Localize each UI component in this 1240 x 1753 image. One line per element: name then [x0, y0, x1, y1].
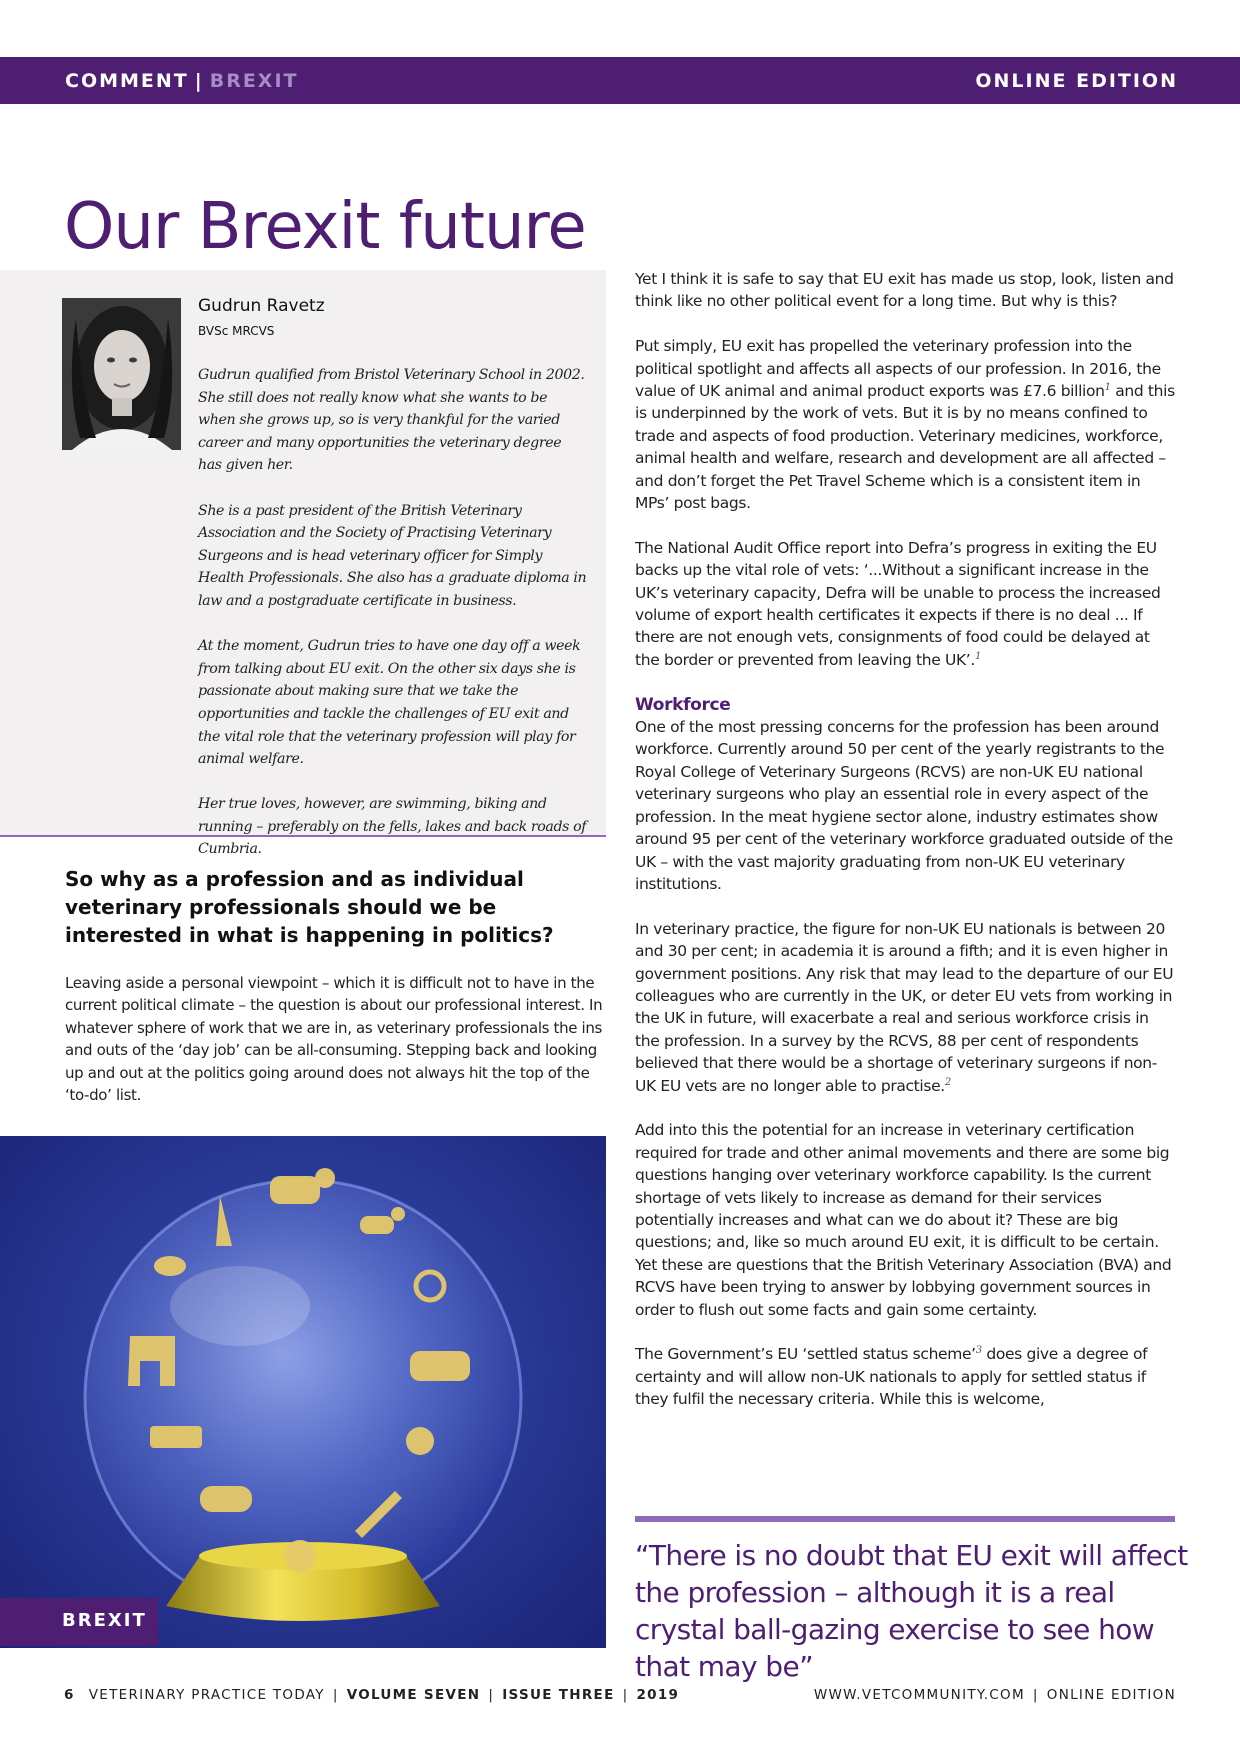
article-title: Our Brexit future [64, 190, 586, 264]
footer-edition: ONLINE EDITION [1046, 1687, 1176, 1703]
brexit-image-tag: BREXIT [0, 1598, 158, 1646]
year-label: 2019 [636, 1687, 680, 1703]
bio-paragraph: Her true loves, however, are swimming, biking and running – preferably on the fells, lakes and back roads of Cumbria. [198, 796, 587, 858]
author-photo [62, 298, 181, 450]
crystal-ball-graphic [0, 1136, 606, 1648]
workforce-heading: Workforce [635, 694, 731, 715]
author-portrait-illustration [62, 298, 181, 450]
article-body-right [635, 268, 1175, 1433]
body-paragraph [635, 335, 1175, 514]
publication-name: VETERINARY PRACTICE TODAY [88, 1687, 325, 1703]
volume-label: VOLUME SEVEN [346, 1687, 481, 1703]
pull-quote: “There is no doubt that EU exit will affect the profession – although it is a real crystal ball-gazing exercise to see how that may be” [635, 1539, 1188, 1683]
bio-paragraph: She is a past president of the British Veterinary Association and the Society of Practising Veterinary Surgeons and is head veterinary officer for Simply Health Professionals. She also has a graduate diploma in law and a postgraduate certificate in business. [198, 502, 587, 609]
section-separator: | [194, 70, 204, 92]
crystal-ball-illustration [0, 1136, 606, 1648]
issue-label: ISSUE THREE [502, 1687, 615, 1703]
body-text: The National Audit Office report into Defra’s progress in exiting the EU backs up the vital role of vets: ‘...Without a significant increase in the UK’s veterinary capacity, Defra will be unable to process the increased volume of export health certificates it expects if there is no deal ... If there are not enough vets, consignments of food could be delayed at the border or prevented from leaving the UK’. [635, 538, 1161, 669]
footer-separator: | [488, 1687, 495, 1703]
body-paragraph [635, 537, 1175, 671]
website-link[interactable]: WWW.VETCOMMUNITY.COM [813, 1687, 1025, 1703]
page-number: 6 [64, 1687, 75, 1703]
bio-paragraph: At the moment, Gudrun tries to have one day off a week from talking about EU exit. On the other six days she is passionate about making sure that we take the opportunities and tackle the challenges of EU exit and the vital role that the veterinary profession will play for animal welfare. [198, 638, 581, 768]
section-label [65, 70, 299, 92]
reference-marker: 2 [944, 1076, 951, 1088]
reference-marker: 1 [974, 650, 981, 662]
reference-marker: 1 [1104, 381, 1111, 393]
body-paragraph: One of the most pressing concerns for the profession has been around workforce. Currently around 50 per cent of the yearly registrants to the Royal College of Veterinary Surgeons (RCVS) are non-UK EU national veterinary surgeons who play an essential role in every aspect of the profession. In the meat hygiene sector alone, industry estimates show around 95 per cent of the veterinary workforce graduated outside of the UK – with the vast majority graduating from non-UK EU veterinary institutions. [635, 718, 1173, 893]
footer-publication-info [64, 1687, 679, 1703]
body-paragraph [635, 918, 1175, 1097]
section-name: COMMENT [65, 70, 189, 92]
reference-marker: 3 [975, 1345, 982, 1357]
author-credentials: BVSc MRCVS [198, 324, 275, 338]
section-topic: BREXIT [209, 70, 299, 92]
body-text: The Government’s EU ‘settled status scheme’ [635, 1345, 976, 1364]
intro-heading: So why as a profession and as individual veterinary professionals should we be interested in what is happening in politics? [65, 867, 554, 947]
bio-paragraph: Gudrun qualified from Bristol Veterinary School in 2002. She still does not really know what she wants to be when she grows up, so is very thankful for the varied career and many opportunities the veterinary degree has given her. [198, 367, 585, 474]
author-bio [198, 364, 588, 884]
body-paragraph: Yet I think it is safe to say that EU exit has made us stop, look, listen and think like no other political event for a long time. But why is this? [635, 270, 1174, 311]
footer-separator: | [622, 1687, 629, 1703]
body-paragraph [635, 1343, 1175, 1410]
footer-site-info [814, 1687, 1176, 1703]
footer-separator: | [1032, 1687, 1039, 1703]
body-text: Put simply, EU exit has propelled the veterinary profession into the political spotlight and affects all aspects of our profession. In 2016, the value of UK animal and animal product exports was £7.6 billion [635, 337, 1161, 401]
author-name: Gudrun Ravetz [198, 296, 325, 316]
header-bar [0, 57, 1240, 104]
body-text: does give a degree of certainty and will allow non-UK nationals to apply for settled status if they fulfil the necessary criteria. While this is welcome, [635, 1345, 1148, 1409]
footer-separator: | [332, 1687, 339, 1703]
pull-quote-rule [635, 1516, 1175, 1522]
body-text: In veterinary practice, the figure for non-UK EU nationals is between 20 and 30 per cent; in academia it is around a fifth; and it is even higher in government positions. Any risk that may lead to the departure of our EU colleagues who are currently in the UK, or deter EU vets from working in the UK in future, will exacerbate a real and serious workforce crisis in the profession. In a survey by the RCVS, 88 per cent of respondents believed that there would be a shortage of veterinary surgeons if non-UK EU vets are no longer able to practise. [635, 919, 1174, 1095]
edition-label: ONLINE EDITION [975, 70, 1178, 92]
body-paragraph: Add into this the potential for an increase in veterinary certification required for trade and other animal movements and there are some big questions hanging over veterinary workforce capability. Is the current shortage of vets likely to increase as demand for their services potentially increases and what can we do about it? These are big questions; and, like so much around EU exit, it is difficult to be certain. Yet these are questions that the British Veterinary Association (BVA) and RCVS have been trying to answer by lobbying government sources in order to flush out some facts and gain some certainty. [635, 1121, 1172, 1319]
body-text: and this is underpinned by the work of vets. But it is by no means confined to trade and aspects of food production. Veterinary medicines, workforce, animal health and welfare, research and development are all affected – and don’t forget the Pet Travel Scheme which is a consistent item in MPs’ post bags. [635, 382, 1175, 513]
intro-body: Leaving aside a personal viewpoint – which it is difficult not to have in the current political climate – the question is about our professional interest. In whatever sphere of work that we are in, as veterinary professionals the ins and outs of the ‘day job’ can be all-consuming. Stepping back and looking up and out at the politics going around does not always hit the top of the ‘to-do’ list. [65, 974, 603, 1105]
page-footer [64, 1687, 1176, 1709]
